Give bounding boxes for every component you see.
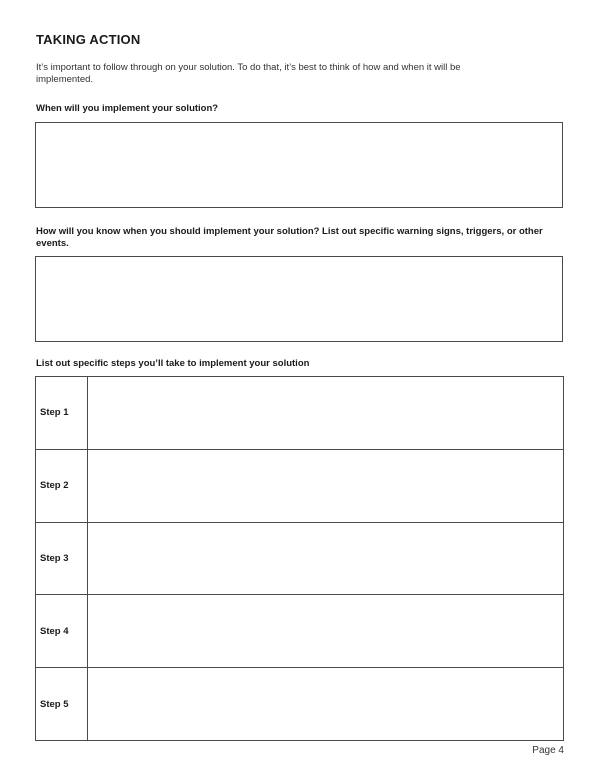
step-2-label: Step 2	[36, 449, 88, 522]
page-title: TAKING ACTION	[36, 32, 141, 47]
table-row	[36, 522, 564, 595]
step-3-input-cell[interactable]	[88, 522, 564, 595]
step-1-input-cell[interactable]	[88, 377, 564, 450]
table-row	[36, 449, 564, 522]
steps-table	[35, 376, 564, 741]
step-4-input-cell[interactable]	[88, 595, 564, 668]
steps-heading: List out specific steps you’ll take to implement your solution	[36, 358, 310, 369]
question-when-answer-box[interactable]	[35, 122, 563, 208]
question-how-answer-box[interactable]	[35, 256, 563, 342]
table-row	[36, 668, 564, 741]
page-number: Page 4	[532, 745, 564, 756]
question-how-label: How will you know when you should implement your solution? List out specific warning signs, triggers, or other events.	[36, 226, 543, 249]
intro-text: It’s important to follow through on your solution. To do that, it’s best to think of how and when it will be implemented.	[36, 62, 461, 85]
step-5-input-cell[interactable]	[88, 668, 564, 741]
step-3-label: Step 3	[36, 522, 88, 595]
step-5-label: Step 5	[36, 668, 88, 741]
step-1-label: Step 1	[36, 377, 88, 450]
table-row	[36, 595, 564, 668]
table-row	[36, 377, 564, 450]
question-when-label: When will you implement your solution?	[36, 103, 219, 114]
step-2-input-cell[interactable]	[88, 449, 564, 522]
step-4-label: Step 4	[36, 595, 88, 668]
